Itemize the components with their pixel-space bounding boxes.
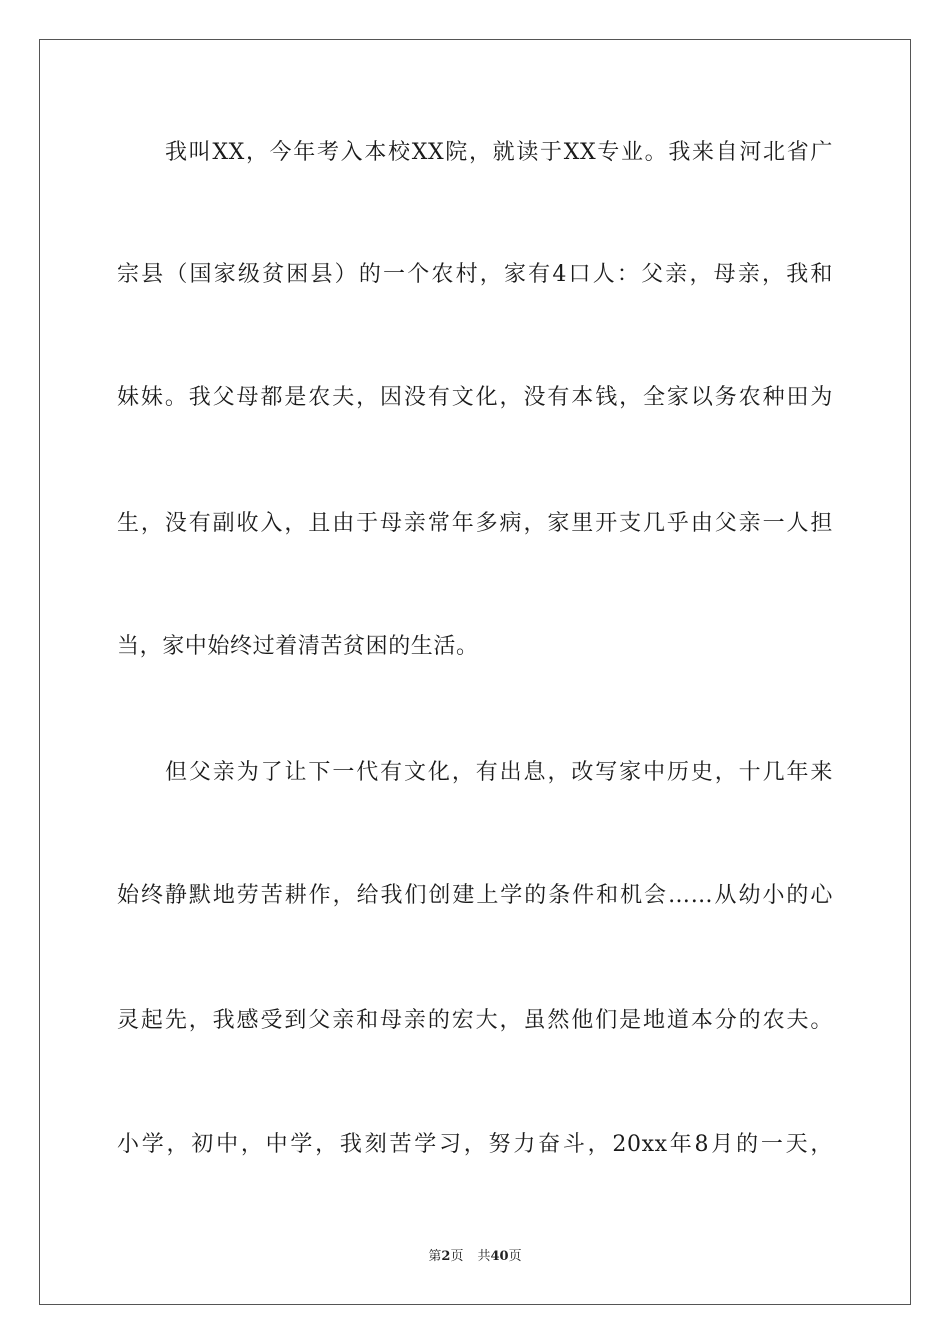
paragraph-line: 妹妹。我父母都是农夫，因没有文化，没有本钱，全家以务农种田为	[117, 385, 833, 410]
paragraph-line: 当，家中始终过着清苦贫困的生活。	[117, 634, 479, 659]
page-footer	[0, 1248, 950, 1266]
total-pages-label: 共40页	[477, 1249, 522, 1264]
page-number: 2	[441, 1249, 451, 1264]
paragraph-line: 但父亲为了让下一代有文化，有出息，改写家中历史，十几年来	[165, 760, 833, 785]
paragraph-line: 始终静默地劳苦耕作，给我们创建上学的条件和机会……从幼小的心	[117, 883, 833, 908]
paragraph-line: 小学，初中，中学，我刻苦学习，努力奋斗，20xx年8月的一天，	[117, 1132, 833, 1157]
total-pages: 40	[490, 1249, 509, 1264]
paragraph-line: 灵起先，我感受到父亲和母亲的宏大，虽然他们是地道本分的农夫。	[117, 1008, 833, 1033]
page-number-label: 第2页	[428, 1249, 464, 1264]
page-border	[39, 39, 911, 1305]
paragraph-line: 生，没有副收入，且由于母亲常年多病，家里开支几乎由父亲一人担	[117, 511, 833, 536]
paragraph-line: 宗县（国家级贫困县）的一个农村，家有4口人：父亲，母亲，我和	[117, 262, 833, 287]
paragraph-line: 我叫XX，今年考入本校XX院，就读于XX专业。我来自河北省广	[165, 140, 833, 165]
